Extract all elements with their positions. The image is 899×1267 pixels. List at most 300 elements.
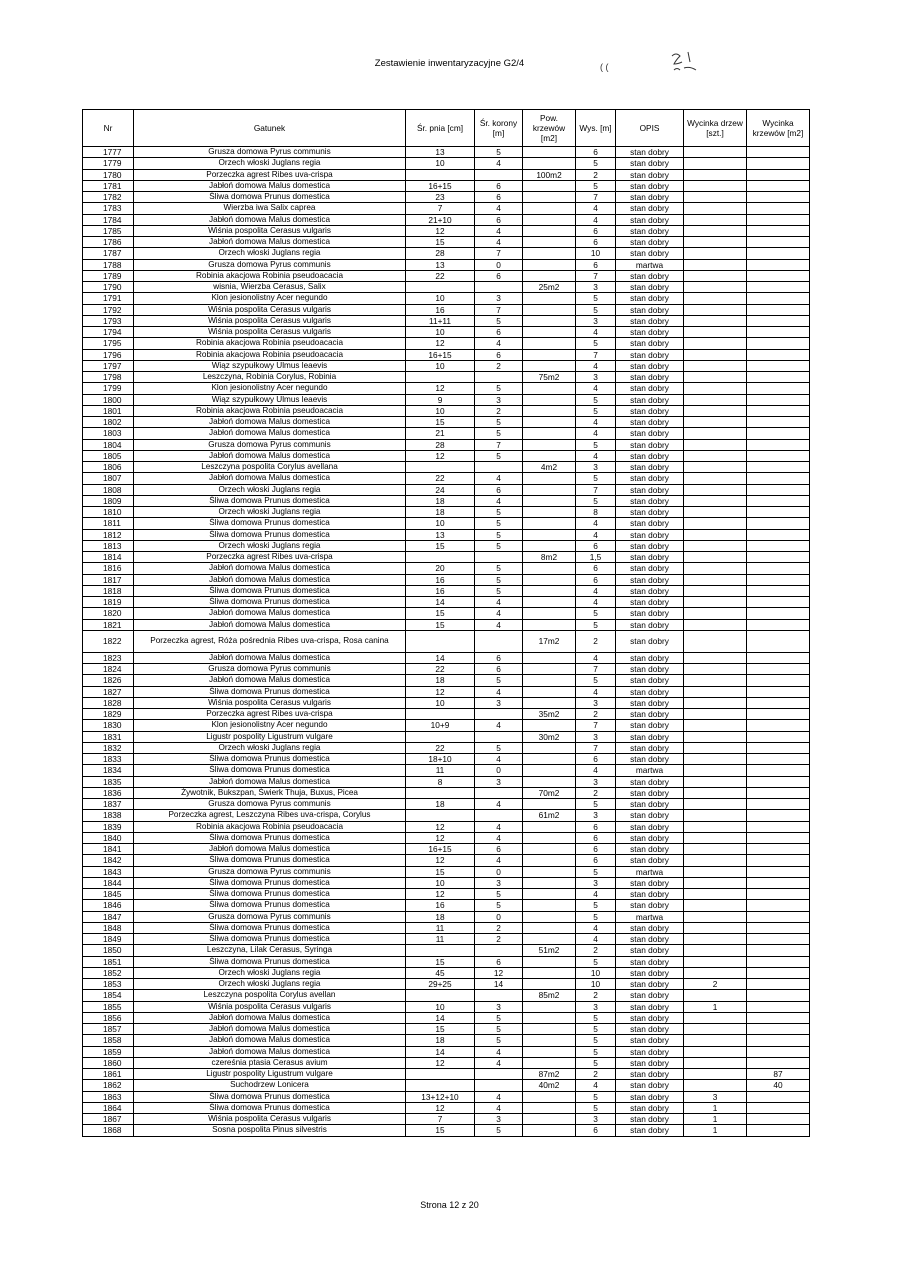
cell-wys: 6 [576, 844, 616, 855]
cell-nr: 1851 [83, 956, 134, 967]
cell-sr-pnia: 10 [406, 1001, 475, 1012]
table-row [83, 731, 810, 742]
cell-pow-krzewow [523, 799, 576, 810]
cell-wycinka-krzewow [747, 709, 810, 720]
cell-sr-korony: 3 [475, 1001, 523, 1012]
cell-pow-krzewow [523, 428, 576, 439]
cell-gatunek: Porzeczka agrest, Róża pośrednia Ribes uva-crispa, Rosa canina [134, 630, 406, 652]
cell-wycinka-drzew [684, 552, 747, 563]
table-row [83, 270, 810, 281]
cell-wycinka-krzewow [747, 495, 810, 506]
cell-sr-pnia: 10 [406, 697, 475, 708]
cell-wycinka-krzewow [747, 945, 810, 956]
cell-pow-krzewow [523, 338, 576, 349]
cell-opis: stan dobry [616, 158, 684, 169]
cell-pow-krzewow [523, 259, 576, 270]
cell-sr-pnia: 7 [406, 1114, 475, 1125]
cell-sr-pnia: 23 [406, 192, 475, 203]
table-row [83, 1024, 810, 1035]
cell-wycinka-krzewow [747, 293, 810, 304]
cell-gatunek: Orzech włoski Juglans regia [134, 540, 406, 551]
cell-sr-pnia: 10 [406, 158, 475, 169]
cell-sr-korony: 6 [475, 664, 523, 675]
cell-sr-korony: 6 [475, 270, 523, 281]
cell-wycinka-drzew [684, 742, 747, 753]
cell-opis: stan dobry [616, 799, 684, 810]
cell-pow-krzewow [523, 203, 576, 214]
cell-pow-krzewow [523, 979, 576, 990]
cell-wycinka-drzew [684, 349, 747, 360]
table-row [83, 1102, 810, 1113]
cell-sr-korony: 6 [475, 192, 523, 203]
cell-wys: 3 [576, 731, 616, 742]
cell-sr-korony: 3 [475, 697, 523, 708]
cell-wys: 10 [576, 979, 616, 990]
cell-nr: 1867 [83, 1114, 134, 1125]
cell-pow-krzewow [523, 967, 576, 978]
cell-sr-korony [475, 709, 523, 720]
table-row [83, 383, 810, 394]
cell-sr-pnia: 12 [406, 1102, 475, 1113]
cell-pow-krzewow [523, 563, 576, 574]
cell-nr: 1843 [83, 866, 134, 877]
cell-gatunek: Robinia akacjowa Robinia pseudoacacia [134, 338, 406, 349]
cell-pow-krzewow [523, 1102, 576, 1113]
cell-wycinka-krzewow [747, 147, 810, 158]
cell-gatunek: Robinia akacjowa Robinia pseudoacacia [134, 349, 406, 360]
cell-pow-krzewow: 40m2 [523, 1080, 576, 1091]
cell-opis: stan dobry [616, 619, 684, 630]
cell-wycinka-krzewow [747, 877, 810, 888]
cell-wycinka-drzew: 2 [684, 979, 747, 990]
cell-pow-krzewow [523, 765, 576, 776]
cell-sr-pnia [406, 709, 475, 720]
cell-wycinka-drzew [684, 911, 747, 922]
cell-gatunek: Śliwa domowa Prunus domestica [134, 754, 406, 765]
cell-gatunek: Leszczyna pospolita Corylus avellan [134, 990, 406, 1001]
cell-sr-pnia: 12 [406, 821, 475, 832]
cell-opis: stan dobry [616, 709, 684, 720]
cell-sr-pnia: 18 [406, 1035, 475, 1046]
cell-pow-krzewow [523, 540, 576, 551]
cell-nr: 1792 [83, 304, 134, 315]
cell-pow-krzewow [523, 1035, 576, 1046]
cell-wycinka-krzewow [747, 270, 810, 281]
table-row [83, 259, 810, 270]
cell-gatunek: Porzeczka agrest Ribes uva-crispa [134, 169, 406, 180]
cell-nr: 1813 [83, 540, 134, 551]
cell-wys: 6 [576, 1125, 616, 1136]
cell-pow-krzewow [523, 417, 576, 428]
cell-nr: 1784 [83, 214, 134, 225]
cell-opis: stan dobry [616, 462, 684, 473]
cell-nr: 1805 [83, 450, 134, 461]
cell-wycinka-krzewow [747, 192, 810, 203]
cell-sr-pnia: 45 [406, 967, 475, 978]
cell-sr-pnia: 28 [406, 439, 475, 450]
cell-nr: 1823 [83, 652, 134, 663]
cell-wycinka-drzew [684, 439, 747, 450]
table-row [83, 360, 810, 371]
cell-wycinka-krzewow [747, 765, 810, 776]
table-row [83, 417, 810, 428]
cell-nr: 1816 [83, 563, 134, 574]
table-row [83, 776, 810, 787]
cell-wycinka-krzewow [747, 934, 810, 945]
table-row [83, 945, 810, 956]
cell-sr-pnia: 21+10 [406, 214, 475, 225]
cell-wycinka-drzew [684, 1024, 747, 1035]
cell-sr-pnia: 14 [406, 1012, 475, 1023]
cell-pow-krzewow [523, 608, 576, 619]
cell-sr-korony: 5 [475, 900, 523, 911]
cell-wys: 5 [576, 158, 616, 169]
cell-nr: 1804 [83, 439, 134, 450]
cell-sr-korony: 4 [475, 720, 523, 731]
cell-nr: 1779 [83, 158, 134, 169]
cell-pow-krzewow [523, 776, 576, 787]
cell-gatunek: Orzech włoski Juglans regia [134, 158, 406, 169]
cell-gatunek: Orzech włoski Juglans regia [134, 967, 406, 978]
cell-wys: 6 [576, 754, 616, 765]
cell-wycinka-drzew [684, 270, 747, 281]
cell-gatunek: Jabłoń domowa Malus domestica [134, 776, 406, 787]
cell-pow-krzewow [523, 754, 576, 765]
cell-wys: 5 [576, 495, 616, 506]
cell-wycinka-drzew [684, 945, 747, 956]
cell-wycinka-krzewow [747, 821, 810, 832]
cell-nr: 1788 [83, 259, 134, 270]
cell-pow-krzewow [523, 405, 576, 416]
cell-nr: 1790 [83, 282, 134, 293]
table-row [83, 900, 810, 911]
cell-nr: 1845 [83, 889, 134, 900]
cell-pow-krzewow [523, 1057, 576, 1068]
table-row [83, 821, 810, 832]
cell-sr-pnia: 10 [406, 327, 475, 338]
cell-wys: 4 [576, 450, 616, 461]
cell-nr: 1842 [83, 855, 134, 866]
cell-sr-korony: 4 [475, 821, 523, 832]
cell-sr-pnia: 13 [406, 259, 475, 270]
table-row [83, 214, 810, 225]
cell-sr-korony: 4 [475, 225, 523, 236]
cell-sr-pnia: 13 [406, 147, 475, 158]
cell-sr-korony: 5 [475, 315, 523, 326]
cell-sr-korony: 4 [475, 686, 523, 697]
cell-wycinka-drzew [684, 293, 747, 304]
cell-sr-pnia: 18+10 [406, 754, 475, 765]
cell-nr: 1838 [83, 810, 134, 821]
cell-sr-pnia: 11+11 [406, 315, 475, 326]
cell-sr-pnia [406, 731, 475, 742]
cell-gatunek: Śliwa domowa Prunus domestica [134, 529, 406, 540]
cell-nr: 1808 [83, 484, 134, 495]
cell-nr: 1824 [83, 664, 134, 675]
cell-wys: 5 [576, 293, 616, 304]
cell-gatunek: Porzeczka agrest, Leszczyna Ribes uva-crispa, Corylus [134, 810, 406, 821]
table-row [83, 585, 810, 596]
cell-sr-korony: 6 [475, 844, 523, 855]
cell-sr-pnia: 18 [406, 495, 475, 506]
cell-pow-krzewow [523, 1024, 576, 1035]
cell-wycinka-drzew [684, 507, 747, 518]
cell-sr-pnia: 8 [406, 776, 475, 787]
cell-gatunek: Leszczyna pospolita Corylus avellana [134, 462, 406, 473]
cell-sr-pnia: 12 [406, 1057, 475, 1068]
cell-gatunek: Jabłoń domowa Malus domestica [134, 563, 406, 574]
cell-opis: stan dobry [616, 597, 684, 608]
cell-sr-korony: 4 [475, 495, 523, 506]
cell-nr: 1797 [83, 360, 134, 371]
cell-pow-krzewow [523, 270, 576, 281]
table-row [83, 967, 810, 978]
cell-gatunek: Leszczyna, Robinia Corylus, Robinia [134, 372, 406, 383]
cell-sr-pnia: 16 [406, 574, 475, 585]
cell-pow-krzewow [523, 1125, 576, 1136]
cell-opis: stan dobry [616, 1001, 684, 1012]
cell-pow-krzewow [523, 473, 576, 484]
cell-gatunek: Śliwa domowa Prunus domestica [134, 1091, 406, 1102]
cell-wys: 4 [576, 417, 616, 428]
cell-nr: 1827 [83, 686, 134, 697]
cell-nr: 1801 [83, 405, 134, 416]
cell-pow-krzewow [523, 327, 576, 338]
cell-gatunek: Grusza domowa Pyrus communis [134, 259, 406, 270]
cell-sr-korony: 6 [475, 349, 523, 360]
cell-sr-korony: 6 [475, 484, 523, 495]
cell-sr-pnia: 16+15 [406, 180, 475, 191]
cell-nr: 1798 [83, 372, 134, 383]
cell-sr-korony: 5 [475, 383, 523, 394]
cell-wys: 2 [576, 169, 616, 180]
cell-gatunek: Orzech włoski Juglans regia [134, 507, 406, 518]
cell-nr: 1789 [83, 270, 134, 281]
document-title: Zestawienie inwentaryzacyjne G2/4 [374, 58, 525, 69]
cell-sr-korony: 4 [475, 237, 523, 248]
cell-opis: stan dobry [616, 484, 684, 495]
cell-wycinka-krzewow [747, 855, 810, 866]
cell-opis: stan dobry [616, 1091, 684, 1102]
cell-nr: 1835 [83, 776, 134, 787]
cell-wycinka-krzewow [747, 630, 810, 652]
cell-pow-krzewow [523, 394, 576, 405]
cell-pow-krzewow: 100m2 [523, 169, 576, 180]
table-row [83, 507, 810, 518]
cell-wycinka-krzewow [747, 563, 810, 574]
cell-opis: stan dobry [616, 731, 684, 742]
cell-wys: 2 [576, 709, 616, 720]
cell-pow-krzewow [523, 147, 576, 158]
cell-sr-korony: 4 [475, 619, 523, 630]
cell-sr-korony: 6 [475, 652, 523, 663]
cell-gatunek: Jabłoń domowa Malus domestica [134, 417, 406, 428]
page-footer: Strona 12 z 20 [420, 1200, 479, 1210]
cell-gatunek: Ligustr pospolity Ligustrum vulgare [134, 731, 406, 742]
table-row [83, 619, 810, 630]
cell-wys: 5 [576, 866, 616, 877]
cell-wycinka-drzew [684, 203, 747, 214]
cell-wycinka-krzewow [747, 720, 810, 731]
cell-sr-pnia [406, 945, 475, 956]
cell-pow-krzewow [523, 304, 576, 315]
cell-nr: 1852 [83, 967, 134, 978]
cell-wys: 3 [576, 697, 616, 708]
cell-wys: 7 [576, 270, 616, 281]
cell-wycinka-krzewow [747, 1125, 810, 1136]
cell-wys: 7 [576, 349, 616, 360]
cell-wys: 4 [576, 327, 616, 338]
cell-wycinka-krzewow [747, 338, 810, 349]
cell-sr-korony [475, 990, 523, 1001]
cell-wycinka-krzewow [747, 327, 810, 338]
cell-sr-korony [475, 372, 523, 383]
cell-sr-korony [475, 810, 523, 821]
cell-wys: 5 [576, 1012, 616, 1023]
header-pow-krzewow: Pow. krzewów [m2] [523, 110, 576, 147]
cell-pow-krzewow [523, 1001, 576, 1012]
cell-opis: stan dobry [616, 1035, 684, 1046]
cell-opis: stan dobry [616, 428, 684, 439]
cell-sr-pnia: 15 [406, 417, 475, 428]
cell-wycinka-drzew [684, 855, 747, 866]
cell-opis: stan dobry [616, 742, 684, 753]
cell-opis: stan dobry [616, 810, 684, 821]
cell-wycinka-krzewow [747, 417, 810, 428]
cell-opis: stan dobry [616, 787, 684, 798]
cell-sr-korony: 4 [475, 338, 523, 349]
cell-sr-korony: 5 [475, 1035, 523, 1046]
cell-pow-krzewow [523, 237, 576, 248]
cell-wys: 5 [576, 1046, 616, 1057]
cell-wycinka-krzewow [747, 552, 810, 563]
cell-sr-pnia: 11 [406, 922, 475, 933]
table-body [83, 147, 810, 1137]
cell-opis: stan dobry [616, 945, 684, 956]
cell-wys: 6 [576, 821, 616, 832]
cell-wycinka-drzew [684, 529, 747, 540]
cell-gatunek: Śliwa domowa Prunus domestica [134, 922, 406, 933]
cell-pow-krzewow [523, 360, 576, 371]
cell-wys: 5 [576, 180, 616, 191]
cell-sr-korony: 6 [475, 214, 523, 225]
cell-sr-korony: 5 [475, 1125, 523, 1136]
cell-gatunek: Sosna pospolita Pinus silvestris [134, 1125, 406, 1136]
cell-pow-krzewow [523, 922, 576, 933]
cell-opis: stan dobry [616, 450, 684, 461]
cell-wycinka-krzewow [747, 597, 810, 608]
cell-nr: 1793 [83, 315, 134, 326]
table-row [83, 237, 810, 248]
cell-pow-krzewow [523, 686, 576, 697]
cell-wys: 5 [576, 405, 616, 416]
cell-sr-pnia: 11 [406, 765, 475, 776]
cell-nr: 1856 [83, 1012, 134, 1023]
cell-wycinka-krzewow [747, 203, 810, 214]
cell-wycinka-krzewow [747, 180, 810, 191]
cell-opis: stan dobry [616, 540, 684, 551]
cell-opis: stan dobry [616, 360, 684, 371]
cell-nr: 1868 [83, 1125, 134, 1136]
cell-sr-korony: 4 [475, 1091, 523, 1102]
table-row [83, 664, 810, 675]
cell-nr: 1857 [83, 1024, 134, 1035]
cell-opis: stan dobry [616, 776, 684, 787]
cell-wycinka-drzew: 1 [684, 1001, 747, 1012]
cell-pow-krzewow: 30m2 [523, 731, 576, 742]
table-row [83, 630, 810, 652]
cell-gatunek: Jabłoń domowa Malus domestica [134, 473, 406, 484]
cell-opis: stan dobry [616, 1114, 684, 1125]
cell-sr-korony [475, 945, 523, 956]
cell-wycinka-krzewow [747, 518, 810, 529]
cell-wycinka-drzew: 3 [684, 1091, 747, 1102]
cell-wys: 3 [576, 462, 616, 473]
cell-sr-korony: 5 [475, 147, 523, 158]
cell-gatunek: Grusza domowa Pyrus communis [134, 664, 406, 675]
table-row [83, 720, 810, 731]
cell-wycinka-drzew [684, 652, 747, 663]
cell-wycinka-drzew [684, 304, 747, 315]
cell-opis: stan dobry [616, 855, 684, 866]
cell-pow-krzewow [523, 383, 576, 394]
cell-wys: 1,5 [576, 552, 616, 563]
cell-nr: 1840 [83, 832, 134, 843]
cell-wys: 4 [576, 934, 616, 945]
cell-sr-pnia: 15 [406, 540, 475, 551]
cell-wys: 6 [576, 147, 616, 158]
cell-wycinka-drzew [684, 821, 747, 832]
cell-opis: martwa [616, 259, 684, 270]
cell-wycinka-krzewow [747, 394, 810, 405]
cell-wycinka-krzewow [747, 675, 810, 686]
table-row [83, 889, 810, 900]
cell-nr: 1861 [83, 1069, 134, 1080]
table-row [83, 597, 810, 608]
cell-pow-krzewow [523, 574, 576, 585]
cell-sr-korony: 12 [475, 967, 523, 978]
cell-opis: stan dobry [616, 405, 684, 416]
cell-sr-korony: 4 [475, 158, 523, 169]
cell-opis: stan dobry [616, 552, 684, 563]
cell-gatunek: Śliwa domowa Prunus domestica [134, 900, 406, 911]
table-row [83, 248, 810, 259]
cell-nr: 1781 [83, 180, 134, 191]
cell-wys: 6 [576, 225, 616, 236]
cell-nr: 1837 [83, 799, 134, 810]
cell-wycinka-krzewow [747, 664, 810, 675]
cell-wycinka-drzew: 1 [684, 1102, 747, 1113]
cell-gatunek: wisnia, Wierzba Cerasus, Salix [134, 282, 406, 293]
cell-wys: 4 [576, 360, 616, 371]
cell-sr-korony [475, 787, 523, 798]
cell-sr-pnia: 10 [406, 293, 475, 304]
cell-nr: 1841 [83, 844, 134, 855]
cell-wycinka-krzewow: 40 [747, 1080, 810, 1091]
table-row [83, 855, 810, 866]
cell-nr: 1820 [83, 608, 134, 619]
cell-pow-krzewow [523, 214, 576, 225]
cell-gatunek: Grusza domowa Pyrus communis [134, 439, 406, 450]
cell-wycinka-krzewow [747, 844, 810, 855]
cell-sr-korony: 6 [475, 180, 523, 191]
cell-wys: 5 [576, 1091, 616, 1102]
cell-wycinka-krzewow [747, 225, 810, 236]
cell-wycinka-drzew [684, 158, 747, 169]
cell-sr-korony: 0 [475, 911, 523, 922]
cell-wycinka-drzew [684, 877, 747, 888]
cell-sr-pnia: 12 [406, 832, 475, 843]
